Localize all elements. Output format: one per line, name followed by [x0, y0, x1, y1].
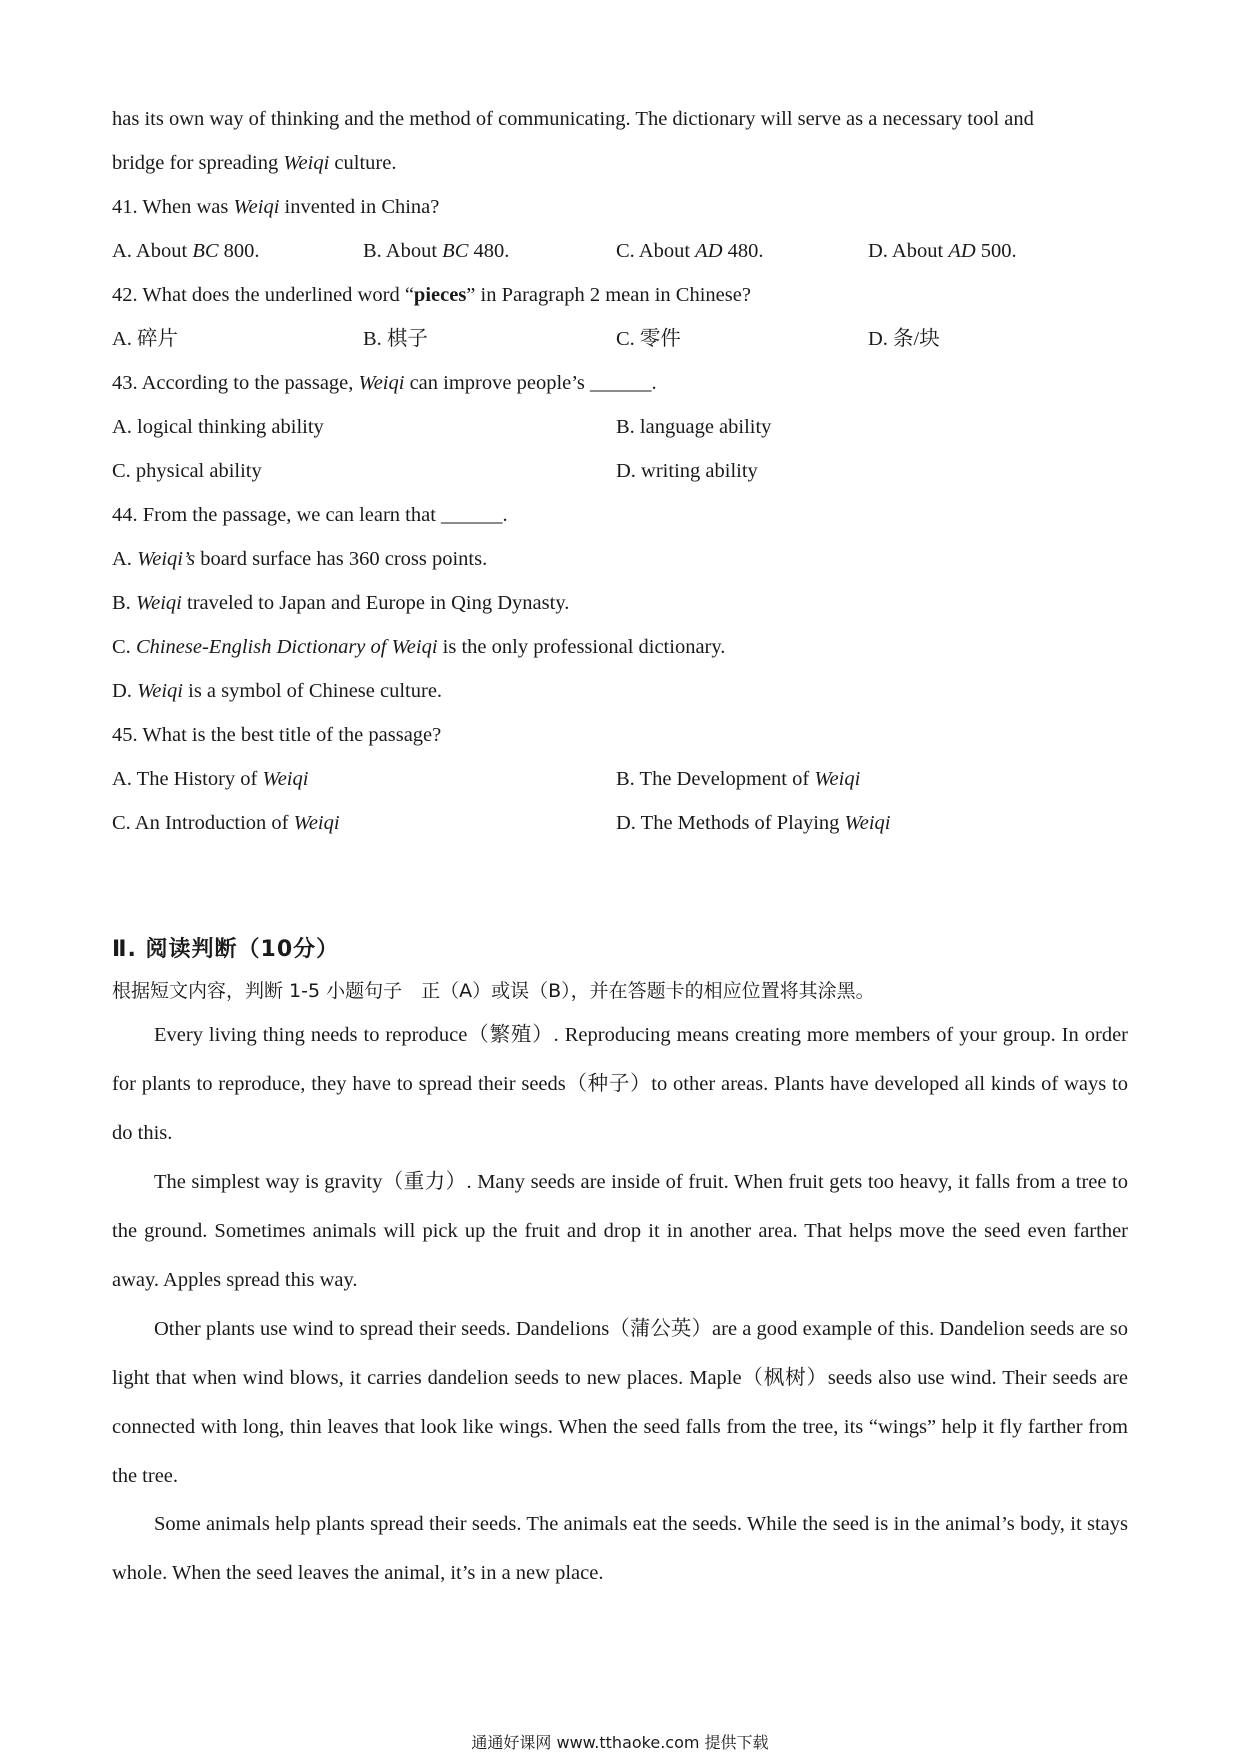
passage-paragraph-4: Some animals help plants spread their seeds. The animals eat the seeds. While the seed is in the animal’s body, it stays whole. When the seed leaves the animal, it’s in a new place.: [112, 1513, 1128, 1584]
q45-option-d: D. The Methods of Playing Weiqi: [616, 812, 891, 834]
q42-option-a: A. 碎片: [112, 328, 179, 350]
passage-paragraph-3: Other plants use wind to spread their seeds. Dandelions（蒲公英）are a good example of this. Dandelion seeds are so light that when wind blows, it carries dandelion seeds to new places. Maple（枫树）seeds also use wind. Their seeds are connected with long, thin leaves that look like wings. When the seed falls from the tree, its “wings” help it fly farther from the tree.: [112, 1318, 1128, 1487]
section-title: Ⅱ. 阅读判断（10分）: [112, 937, 340, 962]
intro-line-1: has its own way of thinking and the method of communicating. The dictionary will serve as a necessary tool and: [112, 108, 1034, 130]
q45-option-a: A. The History of Weiqi: [112, 768, 309, 790]
q42-option-b: B. 棋子: [363, 328, 428, 350]
q44-option-d: D. Weiqi is a symbol of Chinese culture.: [112, 680, 443, 702]
q44-option-c: C. Chinese-English Dictionary of Weiqi is the only professional dictionary.: [112, 636, 726, 658]
q42-option-c: C. 零件: [616, 328, 681, 350]
passage-paragraph-1: Every living thing needs to reproduce（繁殖）. Reproducing means creating more members of your group. In order for plants to reproduce, they have to spread their seeds（种子）to other areas. Plants have developed all kinds of ways to do this.: [112, 1024, 1128, 1144]
section-instruction: 根据短文内容，判断 1-5 小题句子 正（A）或误（B），并在答题卡的相应位置将其涂黑。: [112, 980, 875, 1002]
question-41-stem: 41. When was Weiqi invented in China?: [112, 196, 440, 218]
question-44-stem: 44. From the passage, we can learn that ______.: [112, 504, 508, 526]
q43-option-d: D. writing ability: [616, 460, 758, 482]
q44-option-b: B. Weiqi traveled to Japan and Europe in Qing Dynasty.: [112, 592, 570, 614]
passage-paragraph-2: The simplest way is gravity（重力）. Many seeds are inside of fruit. When fruit gets too heavy, it falls from a tree to the ground. Sometimes animals will pick up the fruit and drop it in another area. That helps move the seed even farther away. Apples spread this way.: [112, 1171, 1128, 1291]
q43-option-c: C. physical ability: [112, 460, 262, 482]
q41-option-d: D. About AD 500.: [868, 240, 1017, 262]
q43-option-b: B. language ability: [616, 416, 772, 438]
page-footer: 通通好课网 www.tthaoke.com 提供下载: [471, 1733, 769, 1752]
q44-option-a: A. Weiqi’s board surface has 360 cross points.: [112, 548, 488, 570]
q41-option-b: B. About BC 480.: [363, 240, 510, 262]
q45-option-c: C. An Introduction of Weiqi: [112, 812, 340, 834]
q41-option-a: A. About BC 800.: [112, 240, 260, 262]
q42-option-d: D. 条/块: [868, 328, 940, 350]
q43-option-a: A. logical thinking ability: [112, 416, 324, 438]
q45-option-b: B. The Development of Weiqi: [616, 768, 861, 790]
q41-option-c: C. About AD 480.: [616, 240, 764, 262]
intro-line-2: bridge for spreading Weiqi culture.: [112, 152, 397, 174]
question-43-stem: 43. According to the passage, Weiqi can improve people’s ______.: [112, 372, 657, 394]
question-42-stem: 42. What does the underlined word “pieces” in Paragraph 2 mean in Chinese?: [112, 284, 751, 306]
question-45-stem: 45. What is the best title of the passage?: [112, 724, 442, 746]
